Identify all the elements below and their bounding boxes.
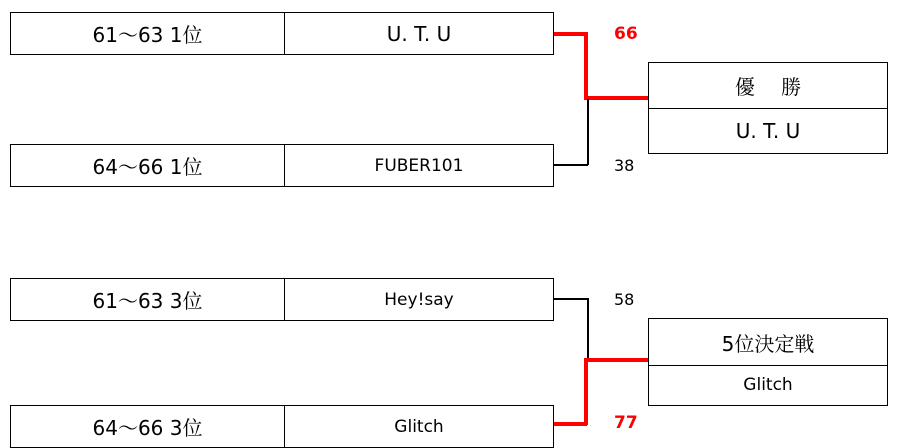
winner-connector (584, 96, 650, 100)
loser-connector (587, 298, 589, 360)
result-winner (649, 108, 887, 153)
result-title (649, 63, 887, 109)
team-name-text: FUBER101 (374, 155, 464, 176)
result-box (648, 62, 888, 154)
result-title-text: 5位決定戦 (721, 331, 815, 356)
team-name-text: Glitch (394, 416, 444, 437)
team-name (284, 12, 554, 55)
seed-label (10, 12, 285, 55)
result-title-text: 優 勝 (734, 75, 802, 99)
team-name (284, 278, 554, 321)
score-loser: 38 (614, 156, 635, 175)
seed-label-text: 64～66 1位 (92, 155, 203, 179)
score-winner: 77 (614, 413, 638, 433)
winner-connector (554, 422, 587, 426)
loser-connector (554, 298, 588, 300)
seed-label (10, 278, 285, 321)
winner-connector (584, 358, 650, 362)
seed-label-text: 61～63 1位 (92, 23, 203, 47)
team-name-text: U. T. U (386, 21, 452, 46)
seed-label-text: 61～63 3位 (92, 289, 203, 313)
result-winner-text: U. T. U (735, 118, 801, 143)
winner-connector (554, 32, 587, 36)
team-name-text: Hey!say (384, 289, 454, 310)
loser-connector (587, 99, 589, 165)
seed-label (10, 405, 285, 448)
seed-label-text: 64～66 3位 (92, 416, 203, 440)
loser-connector (554, 164, 588, 166)
result-box (648, 318, 888, 406)
team-name (284, 405, 554, 448)
score-loser: 58 (614, 290, 635, 309)
result-title (649, 319, 887, 366)
result-winner-text: Glitch (743, 375, 793, 395)
result-winner (649, 365, 887, 405)
winner-connector (584, 32, 588, 99)
seed-label (10, 144, 285, 187)
winner-connector (584, 358, 588, 425)
score-winner: 66 (614, 24, 638, 44)
team-name (284, 144, 554, 187)
